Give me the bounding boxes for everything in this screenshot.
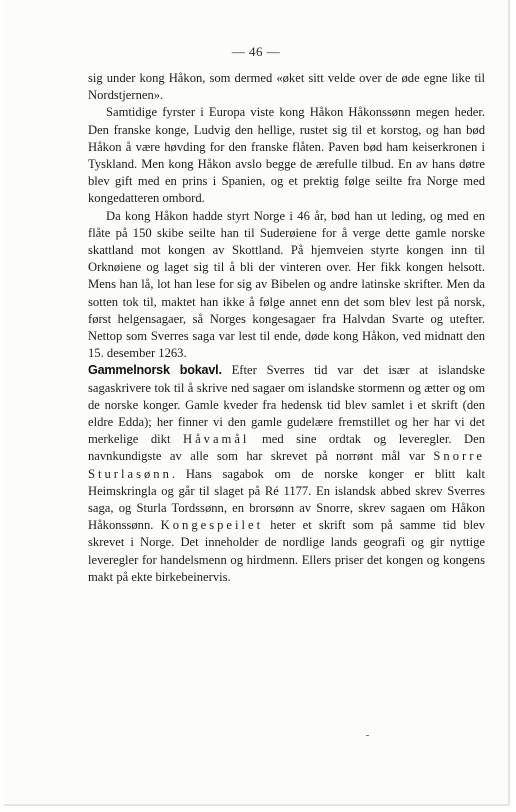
paragraph-old-norse-literature [88, 362, 485, 586]
text-segment: . Hans sagabok om de norske konger er blitt kalt Heimskringla og går til slaget på Ré 1177. En islandsk abbed skrev Sverres saga, og Sturla Tordssønn, en brorsønn av Snorre, skrev sagaen om Håkon Håkonssønn. [88, 466, 485, 533]
ink-mark [366, 735, 369, 736]
paragraph-foreign-honors: Samtidige fyrster i Europa viste kong Håkon Håkonssønn megen heder. Den franske konge, Ludvig den hellige, rustet sig til et korstog, og han bød Håkon å være høvding for den franske flåten. Paven bød ham keiserkronen i Tyskland. Men kong Håkon avslo begge de ærefulle tilbud. En av hans døtre blev gift med en prins i Spanien, og et prektig følge seilte fra Norge med kongedatteren ombord. [88, 105, 485, 206]
paragraph-death-of-hakon: Da kong Håkon hadde styrt Norge i 46 år, bød han ut leding, og med en flåte på 150 skibe seilte han til Suderøiene for å verge dette gamle norske skattland mot kongen av Skottland. På hjemveien styrte kongen inn til Orknøiene og laget sig til å bli der vinteren over. Her fikk kongen helsott. Mens han lå, lot han lese for sig av Bibelen og andre latinske skrifter. Men da sotten tok til, maktet han ikke å følge annet enn det som blev lest på norsk, først helgensagaer, så Norges kongesagaer fra Halvdan Svarte og utefter. Nettop som Sverres saga var lest til ende, døde kong Håkon, ved midnatt den 15. desember 1263. [88, 208, 485, 361]
text-segment: heter et skrift som på samme tid blev skrevet i Norge. Det inneholder de nordlige lands geografi og gir nyttige leveregler for handelsmenn og hirdmenn. Ellers priser det kongen og kongens makt på ekte birkebeinervis. [88, 518, 485, 584]
book-page [4, 0, 510, 806]
paragraph-continuation: sig under kong Håkon, som dermed «øket sitt velde over de øde egne like til Nordstjernen». [88, 71, 485, 103]
emphasis-kongespeilet: Kongespeilet [160, 518, 264, 533]
section-heading: Gammelnorsk bokavl. [88, 363, 222, 378]
emphasis-snorre: Snorre Sturlasønn [88, 449, 485, 481]
body-text [88, 70, 485, 586]
page-number: — 46 — [231, 44, 281, 59]
text-segment: Efter Sverres tid var det især at islandske sagaskrivere tok til å skrive ned sagaer om islandske stormenn og ætter og om de norske konger. Gamle kveder fra hedensk tid blev samlet i et skrift (den eldre Edda); her finner vi den gamle gudelære fremstillet og her har vi det merkelige dikt [88, 363, 485, 447]
emphasis-havamal: Håvamål [182, 432, 250, 447]
text-segment: med sine ordtak og leveregler. Den navnkundigste av alle som har skrevet på norrønt mål var [88, 432, 485, 464]
